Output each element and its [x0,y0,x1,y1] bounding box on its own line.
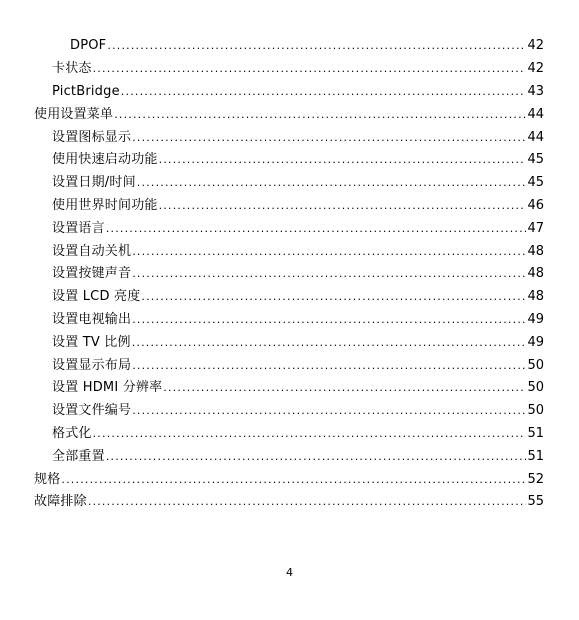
toc-dot-leader [132,313,526,327]
toc-entry[interactable] [34,468,544,491]
toc-entry-title: 使用设置菜单 [34,106,114,122]
toc-dot-leader [132,404,526,418]
toc-dot-leader [93,62,527,76]
toc-entry-page: 51 [527,448,544,464]
toc-entry[interactable] [34,172,544,195]
toc-entry-title: 设置图标显示 [52,129,132,145]
toc-entry[interactable] [34,331,544,354]
toc-entry-page: 50 [527,403,544,419]
toc-entry[interactable] [34,126,544,149]
toc-entry[interactable] [34,195,544,218]
toc-entry-page: 50 [527,380,544,396]
toc-entry-title: PictBridge [52,83,120,99]
toc-entry-title: 格式化 [52,425,92,441]
toc-entry-page: 48 [527,289,544,305]
toc-entry[interactable] [34,35,544,58]
toc-dot-leader [159,199,527,213]
toc-dot-leader [106,450,527,464]
toc-entry[interactable] [34,491,544,514]
toc-dot-leader [107,39,526,53]
toc-entry[interactable] [34,354,544,377]
toc-entry[interactable] [34,103,544,126]
toc-entry-title: 设置按键声音 [52,266,132,282]
toc-dot-leader [132,267,526,281]
toc-entry-page: 42 [527,61,544,77]
toc-entry-page: 49 [527,311,544,327]
toc-dot-leader [93,427,527,441]
toc-dot-leader [141,290,526,304]
toc-entry-page: 55 [527,494,544,510]
toc-entry-title: 使用快速启动功能 [52,152,158,168]
toc-dot-leader [88,495,527,509]
toc-entry-title: DPOF [70,38,107,54]
toc-dot-leader [163,381,526,395]
toc-entry[interactable] [34,217,544,240]
toc-entry-page: 44 [527,129,544,145]
toc-entry-page: 45 [527,152,544,168]
toc-entry[interactable] [34,400,544,423]
toc-entry[interactable] [34,377,544,400]
toc-entry-page: 47 [527,220,544,236]
toc-entry-title: 设置 LCD 亮度 [52,289,141,305]
toc-entry-page: 45 [527,175,544,191]
toc-entry-title: 使用世界时间功能 [52,197,158,213]
toc-entry-page: 50 [527,357,544,373]
toc-dot-leader [159,153,527,167]
toc-entry-page: 48 [527,266,544,282]
toc-entry-title: 设置日期/时间 [52,175,136,191]
toc-entry[interactable] [34,423,544,446]
toc-entry-title: 设置显示布局 [52,357,132,373]
toc-entry[interactable] [34,149,544,172]
toc-entry-title: 规格 [34,471,61,487]
toc-entry[interactable] [34,445,544,468]
toc-entry-page: 48 [527,243,544,259]
toc-entry-title: 设置文件编号 [52,403,132,419]
toc-entry[interactable] [34,286,544,309]
toc-dot-leader [137,176,527,190]
toc-entry-page: 46 [527,197,544,213]
toc-entry[interactable] [34,263,544,286]
toc-dot-leader [132,359,526,373]
toc-entry-page: 49 [527,334,544,350]
toc-entry-title: 故障排除 [34,494,87,510]
toc-dot-leader [132,245,526,259]
toc-dot-leader [132,131,526,145]
toc-entry[interactable] [34,81,544,104]
toc-entry-title: 设置 TV 比例 [52,334,131,350]
toc-entry-title: 卡状态 [52,61,92,77]
toc-dot-leader [121,85,527,99]
toc-entry-page: 42 [527,38,544,54]
toc-entry[interactable] [34,58,544,81]
toc-entry-title: 全部重置 [52,448,105,464]
toc-dot-leader [114,108,526,122]
toc-entry-page: 52 [527,471,544,487]
toc-entry[interactable] [34,240,544,263]
toc-dot-leader [106,222,527,236]
page-number: 4 [286,566,293,579]
toc-entry-page: 43 [527,83,544,99]
toc-entry[interactable] [34,309,544,332]
toc-dot-leader [132,336,527,350]
toc-entry-page: 44 [527,106,544,122]
toc-entry-title: 设置 HDMI 分辨率 [52,380,163,396]
toc-entry-title: 设置语言 [52,220,105,236]
table-of-contents [34,35,544,514]
toc-entry-page: 51 [527,425,544,441]
toc-entry-title: 设置自动关机 [52,243,132,259]
toc-entry-title: 设置电视输出 [52,311,132,327]
toc-dot-leader [61,473,526,487]
